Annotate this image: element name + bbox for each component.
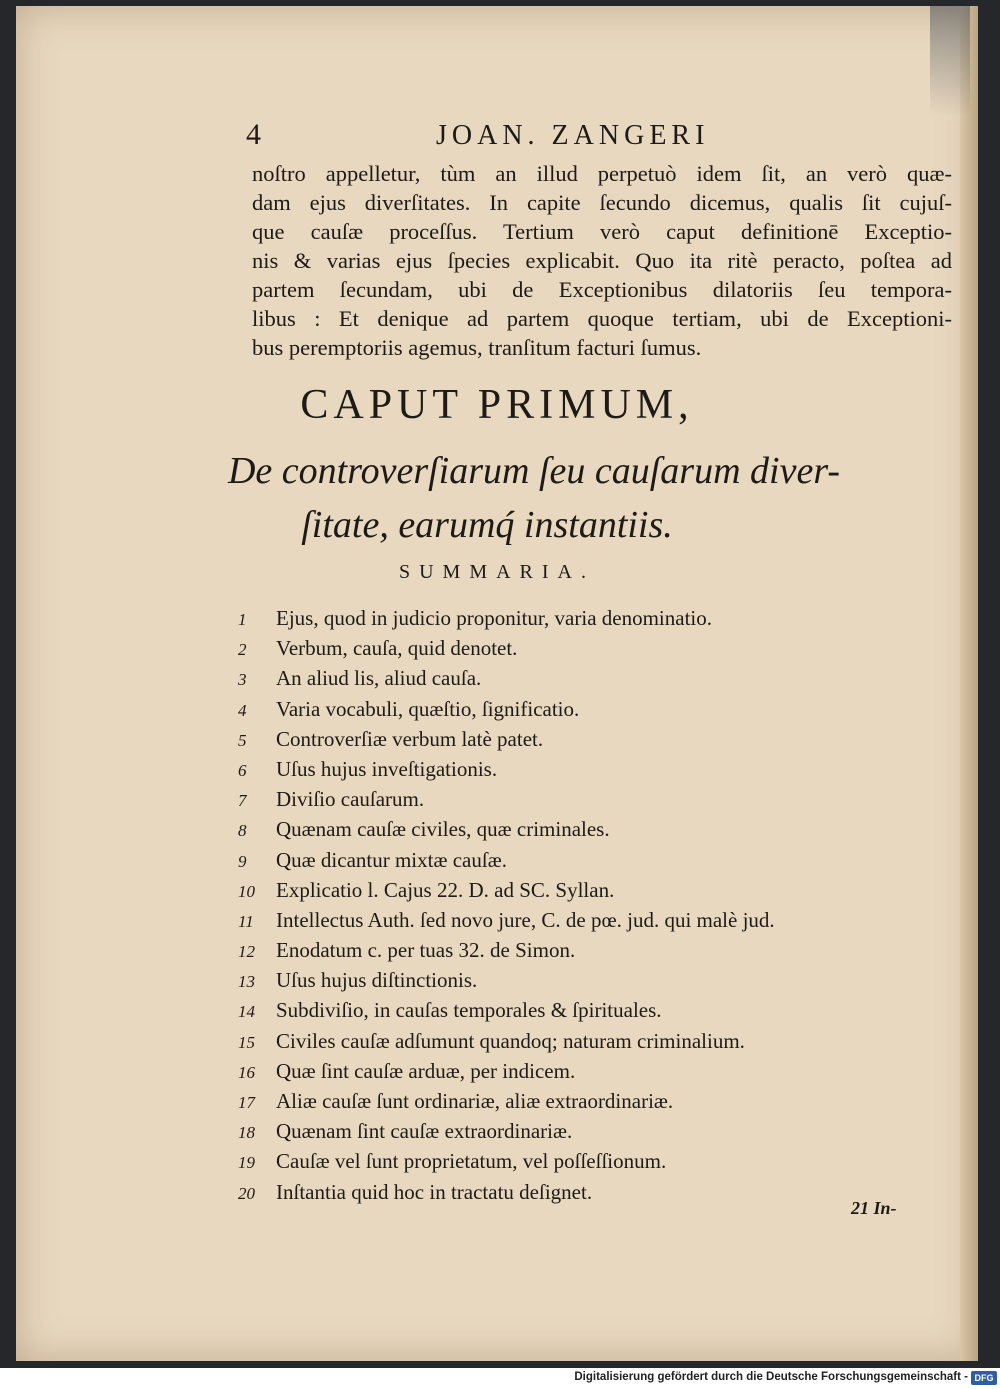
intro-line: noſtro appelletur, tùm an illud perpetuò idem ſit, an verò quæ- [252, 161, 952, 186]
item-number: 19 [238, 1153, 255, 1173]
page-edge [960, 6, 978, 1361]
item-text: Aliæ cauſæ ſunt ordinariæ, aliæ extraordinariæ. [276, 1089, 674, 1113]
item-text: Uſus hujus diſtinctionis. [276, 968, 478, 993]
item-number: 2 [238, 640, 247, 660]
summaria-item [238, 1177, 878, 1207]
item-number: 18 [238, 1123, 255, 1143]
summaria-item [238, 814, 878, 844]
item-number: 10 [238, 881, 255, 901]
item-text: Civiles cauſæ adſumunt quandoq; naturam criminalium. [276, 1028, 745, 1053]
item-text: Ejus, quod in judicio proponitur, varia denominatio. [276, 606, 713, 630]
subtitle-line: ſitate, earumq́ instantiis. [301, 504, 673, 546]
summaria-item [238, 754, 878, 784]
item-text: Varia vocabuli, quæſtio, ſignificatio. [276, 696, 580, 721]
item-number: 13 [238, 972, 255, 992]
intro-line: libus : Et denique ad partem quoque tertiam, ubi de Exceptioni- [252, 306, 952, 331]
item-number: 16 [238, 1062, 255, 1082]
intro-line: partem ſecundam, ubi de Exceptionibus dilatoriis ſeu tempora- [252, 277, 952, 302]
item-text: Quænam ſint cauſæ extraordinariæ. [276, 1119, 573, 1144]
summaria-item [238, 1026, 878, 1056]
catchword: 21 In- [851, 1198, 897, 1218]
summaria-item [238, 633, 878, 663]
intro-paragraph [252, 159, 952, 362]
item-number: 9 [238, 851, 247, 871]
funding-credit: Digitalisierung gefördert durch die Deutsche Forschungsgemeinschaft - [574, 1371, 968, 1383]
summaria-item [238, 1086, 878, 1116]
item-text: Controverſiæ verbum latè patet. [276, 726, 544, 751]
item-number: 17 [238, 1093, 255, 1112]
summaria-item [238, 694, 878, 724]
summaria-list [238, 603, 878, 1207]
page-header [246, 118, 786, 158]
intro-line: nis & varias ejus ſpecies explicabit. Quo ita ritè peracto, poſtea ad [252, 248, 952, 273]
item-text: Explicatio l. Cajus 22. D. ad SC. Syllan. [276, 877, 615, 902]
item-number: 7 [238, 791, 247, 811]
item-number: 14 [238, 1002, 255, 1022]
summaria-item [238, 603, 878, 633]
chapter-title: CAPUT PRIMUM, [300, 382, 694, 428]
intro-line: dam ejus diverſitates. In capite ſecundo dicemus, qualis ſit cujuſ- [252, 190, 952, 215]
item-text: An aliud lis, aliud cauſa. [276, 666, 482, 691]
subtitle-line: De controverſiarum ſeu cauſarum diver- [227, 450, 841, 492]
item-text: Quæ ſint cauſæ arduæ, per indicem. [276, 1058, 576, 1083]
item-text: Uſus hujus inveſtigationis. [276, 756, 498, 781]
summaria-item [238, 845, 878, 875]
summaria-item [238, 1056, 878, 1086]
summaria-item [238, 905, 878, 935]
item-text: Subdiviſio, in cauſas temporales & ſpirituales. [276, 998, 662, 1023]
summaria-item [238, 1116, 878, 1146]
item-text: Verbum, cauſa, quid denotet. [276, 636, 518, 661]
item-number: 1 [238, 610, 247, 629]
item-number: 11 [238, 911, 254, 931]
item-text: Inſtantia quid hoc in tractatu deſignet. [276, 1179, 593, 1204]
item-number: 5 [238, 730, 247, 750]
item-text: Quæ dicantur mixtæ cauſæ. [276, 847, 507, 872]
dfg-logo: DFG [971, 1371, 997, 1385]
summaria-item [238, 875, 878, 905]
item-text: Intellectus Auth. ſed novo jure, C. de pœ. jud. qui malè jud. [276, 907, 775, 932]
item-text: Enodatum c. per tuas 32. de Simon. [276, 938, 576, 963]
item-number: 8 [238, 821, 247, 841]
summaria-item [238, 663, 878, 693]
page-stain [930, 6, 970, 116]
item-text: Diviſio cauſarum. [276, 787, 425, 812]
footer-bar [0, 1368, 1000, 1389]
intro-line: que cauſæ proceſſus. Tertium verò caput definitionē Exceptio- [252, 219, 952, 244]
page-number: 4 [246, 118, 261, 151]
summaria-item [238, 965, 878, 995]
item-text: Cauſæ vel ſunt proprietatum, vel poſſeſſionum. [276, 1149, 667, 1174]
summaria-item [238, 784, 878, 814]
item-number: 3 [238, 670, 247, 690]
summaria-item [238, 1146, 878, 1176]
item-number: 15 [238, 1032, 255, 1052]
summaria-item [238, 995, 878, 1025]
summaria-heading: SUMMARIA. [398, 561, 596, 583]
item-number: 6 [238, 760, 247, 780]
running-head: JOAN. ZANGERI [436, 120, 710, 151]
item-text: Quænam cauſæ civiles, quæ criminales. [276, 817, 610, 842]
item-number: 4 [238, 700, 247, 720]
book-page [16, 6, 978, 1361]
summaria-item [238, 724, 878, 754]
chapter-subtitle [16, 444, 978, 552]
summaria-item [238, 935, 878, 965]
item-number: 12 [238, 942, 255, 962]
intro-line: bus peremptoriis agemus, tranſitum facturi ſumus. [252, 335, 702, 360]
item-number: 20 [238, 1183, 255, 1203]
